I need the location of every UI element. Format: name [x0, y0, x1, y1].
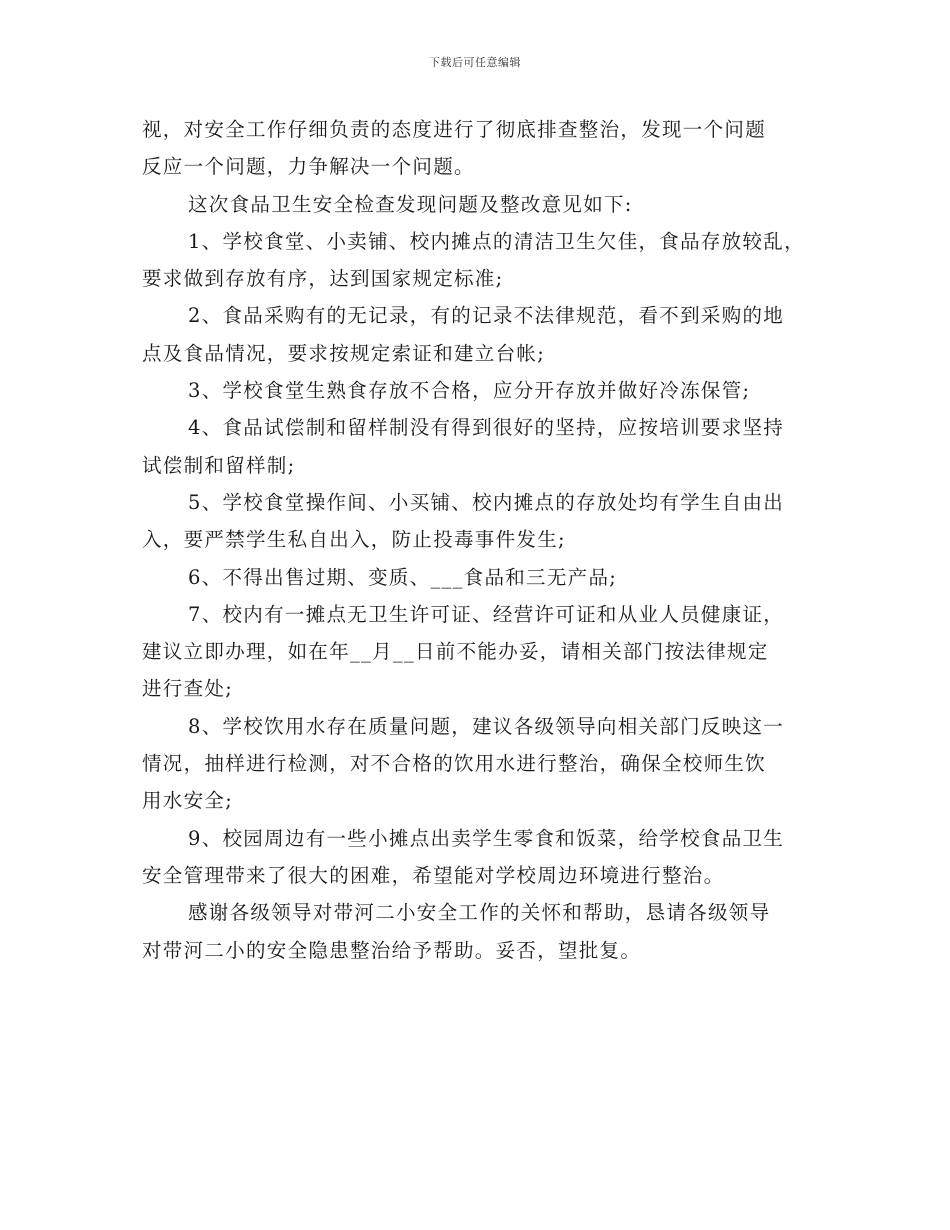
text-line: 4、食品试偿制和留样制没有得到很好的坚持，应按培训要求坚持 — [188, 416, 785, 440]
paragraph — [142, 409, 822, 484]
text-line: 8、学校饮用水存在质量问题，建议各级领导向相关部门反映这一 — [188, 714, 785, 738]
paragraph — [142, 186, 822, 223]
text-line: 3、学校食堂生熟食存放不合格，应分开存放并做好冷冻保管; — [188, 379, 751, 403]
text-line: 建议立即办理，如在年__月__日前不能办妥，请相关部门按法律规定 — [142, 640, 769, 664]
paragraph — [142, 223, 822, 298]
text-line: 情况，抽样进行检测，对不合格的饮用水进行整治，确保全校师生饮 — [142, 752, 767, 776]
text-line: 这次食品卫生安全检查发现问题及整改意见如下: — [188, 192, 633, 216]
text-line: 2、食品采购有的无记录，有的记录不法律规范，看不到采购的地 — [188, 304, 785, 328]
text-line: 安全管理带来了很大的困难，希望能对学校周边环境进行整治。 — [142, 863, 725, 887]
paragraph — [142, 484, 822, 559]
paragraph — [142, 111, 822, 186]
text-line: 6、不得出售过期、变质、___食品和三无产品; — [188, 565, 618, 589]
page-header: 下载后可任意编辑 — [429, 56, 521, 69]
text-line: 1、学校食堂、小卖铺、校内摊点的清洁卫生欠佳，食品存放较乱， — [188, 229, 805, 253]
text-line: 感谢各级领导对带河二小安全工作的关怀和帮助，恳请各级领导 — [188, 901, 771, 925]
text-line: 用水安全; — [142, 789, 234, 813]
paragraph — [142, 372, 822, 409]
text-line: 视，对安全工作仔细负责的态度进行了彻底排查整治，发现一个问题 — [142, 118, 767, 141]
text-line: 点及食品情况，要求按规定索证和建立台帐; — [142, 341, 546, 365]
text-line: 入，要严禁学生私自出入，防止投毒事件发生; — [142, 528, 566, 552]
document-body — [142, 111, 822, 969]
text-line: 对带河二小的安全隐患整治给予帮助。妥否，望批复。 — [142, 938, 642, 962]
text-line: 进行查处; — [142, 677, 234, 701]
paragraph — [142, 596, 822, 708]
text-line: 5、学校食堂操作间、小买铺、校内摊点的存放处均有学生自由出 — [188, 490, 785, 514]
paragraph — [142, 820, 822, 895]
paragraph — [142, 297, 822, 372]
paragraph — [142, 894, 822, 969]
text-line: 7、校内有一摊点无卫生许可证、经营许可证和从业人员健康证， — [188, 602, 785, 626]
text-line: 反应一个问题，力争解决一个问题。 — [142, 155, 475, 179]
text-line: 9、校园周边有一些小摊点出卖学生零食和饭菜，给学校食品卫生 — [188, 826, 785, 850]
text-line: 试偿制和留样制; — [142, 453, 296, 477]
paragraph — [142, 559, 822, 596]
paragraph — [142, 708, 822, 820]
text-line: 要求做到存放有序，达到国家规定标准; — [142, 267, 504, 291]
